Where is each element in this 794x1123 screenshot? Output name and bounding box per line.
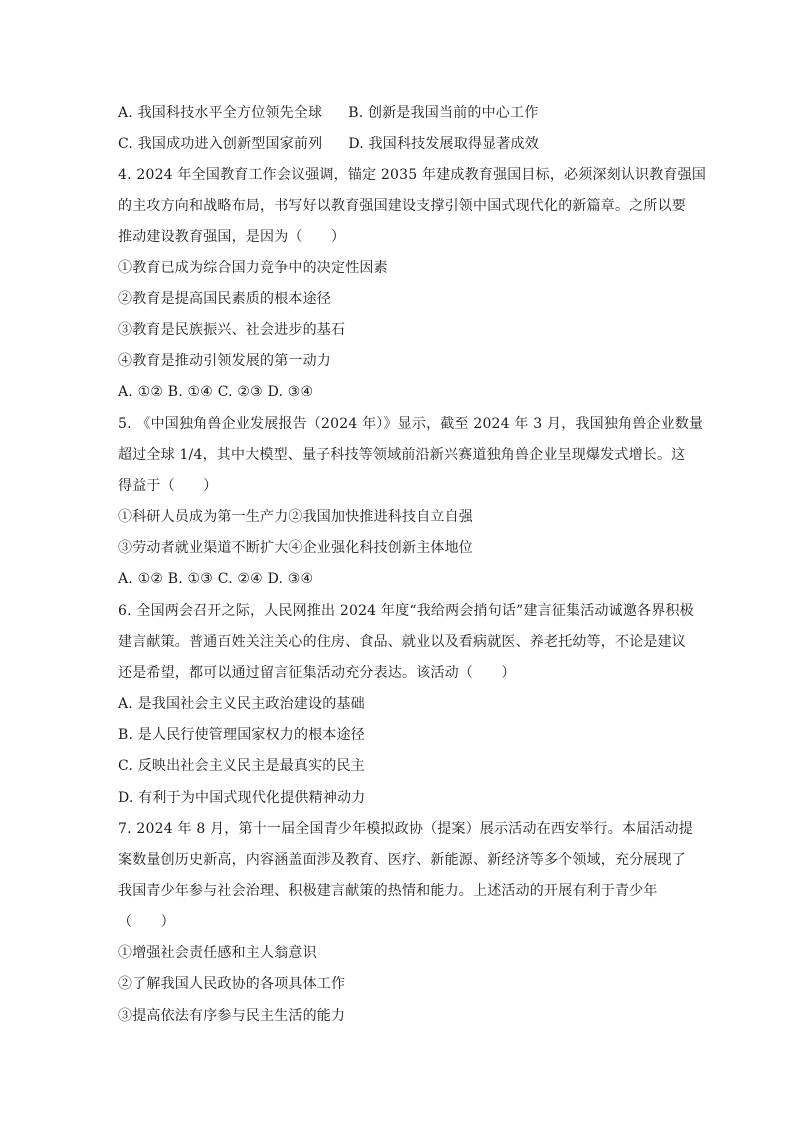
q4-stem-line2: 的主攻方向和战略布局，书写好以教育强国建设支撑引领中国式现代化的新篇章。之所以要 [118, 198, 686, 214]
q7-stem-line1: 7. 2024 年 8 月，第十一届全国青少年模拟政协（提案）展示活动在西安举行。本届活动提 [118, 821, 693, 837]
q6-stem-line3: 还是希望，都可以通过留言征集活动充分表达。该活动（ ） [118, 665, 516, 681]
q7-item-2: ②了解我国人民政协的各项具体工作 [118, 976, 346, 992]
q4-item-2: ②教育是提高国民素质的根本途径 [118, 291, 331, 307]
q3-options-row1 [118, 103, 538, 123]
q6-option-b: B. 是人民行使管理国家权力的根本途径 [118, 727, 365, 743]
q7-stem-line2: 案数量创历史新高，内容涵盖面涉及教育、医疗、新能源、新经济等多个领域，充分展现了 [118, 852, 686, 868]
q4-item-4: ④教育是推动引领发展的第一动力 [118, 353, 331, 369]
q3-option-c: C. 我国成功进入创新型国家前列 [118, 136, 323, 152]
q3-option-d: D. 我国科技发展取得显著成效 [348, 136, 539, 152]
q3-options-row2 [118, 134, 539, 154]
q5-stem-line2: 超过全球 1/4，其中大模型、量子科技等领域前沿新兴赛道独角兽企业呈现爆发式增长。这 [118, 447, 686, 463]
q6-stem-line2: 建言献策。普通百姓关注关心的住房、食品、就业以及看病就医、养老托幼等，不论是建议 [118, 634, 686, 650]
q4-stem-line1: 4. 2024 年全国教育工作会议强调，锚定 2035 年建成教育强国目标，必须深刻认识教育强国 [118, 167, 707, 183]
q4-item-3: ③教育是民族振兴、社会进步的基石 [118, 322, 346, 338]
q4-options: A. ①② B. ①④ C. ②③ D. ③④ [118, 384, 314, 400]
q6-option-c: C. 反映出社会主义民主是最真实的民主 [118, 758, 365, 774]
q7-item-3: ③提高依法有序参与民主生活的能力 [118, 1008, 346, 1024]
q6-option-a: A. 是我国社会主义民主政治建设的基础 [118, 696, 365, 712]
q4-item-1: ①教育已成为综合国力竞争中的决定性因素 [118, 260, 388, 276]
q5-stem-line3: 得益于（ ） [118, 478, 218, 494]
q3-option-b: B. 创新是我国当前的中心工作 [348, 105, 539, 121]
q7-stem-line4: （ ） [118, 914, 175, 930]
q7-stem-line3: 我国青少年参与社会治理、积极建言献策的热情和能力。上述活动的开展有利于青少年 [118, 883, 658, 899]
q3-option-a: A. 我国科技水平全方位领先全球 [118, 105, 323, 121]
q7-item-1: ①增强社会责任感和主人翁意识 [118, 945, 317, 961]
q5-stem-line1: 5. 《中国独角兽企业发展报告（2024 年）》显示，截至 2024 年 3 月，我国独角兽企业数量 [118, 416, 704, 432]
q5-items-line2: ③劳动者就业渠道不断扩大④企业强化科技创新主体地位 [118, 540, 473, 556]
q4-stem-line3: 推动建设教育强国，是因为（ ） [118, 229, 346, 245]
q6-option-d: D. 有利于为中国式现代化提供精神动力 [118, 790, 366, 806]
q5-items-line1: ①科研人员成为第一生产力②我国加快推进科技自立自强 [118, 509, 473, 525]
q6-stem-line1: 6. 全国两会召开之际，人民网推出 2024 年度“我给两会捎句话”建言征集活动诚邀各界积极 [118, 603, 694, 619]
q5-options: A. ①② B. ①③ C. ②④ D. ③④ [118, 571, 314, 587]
